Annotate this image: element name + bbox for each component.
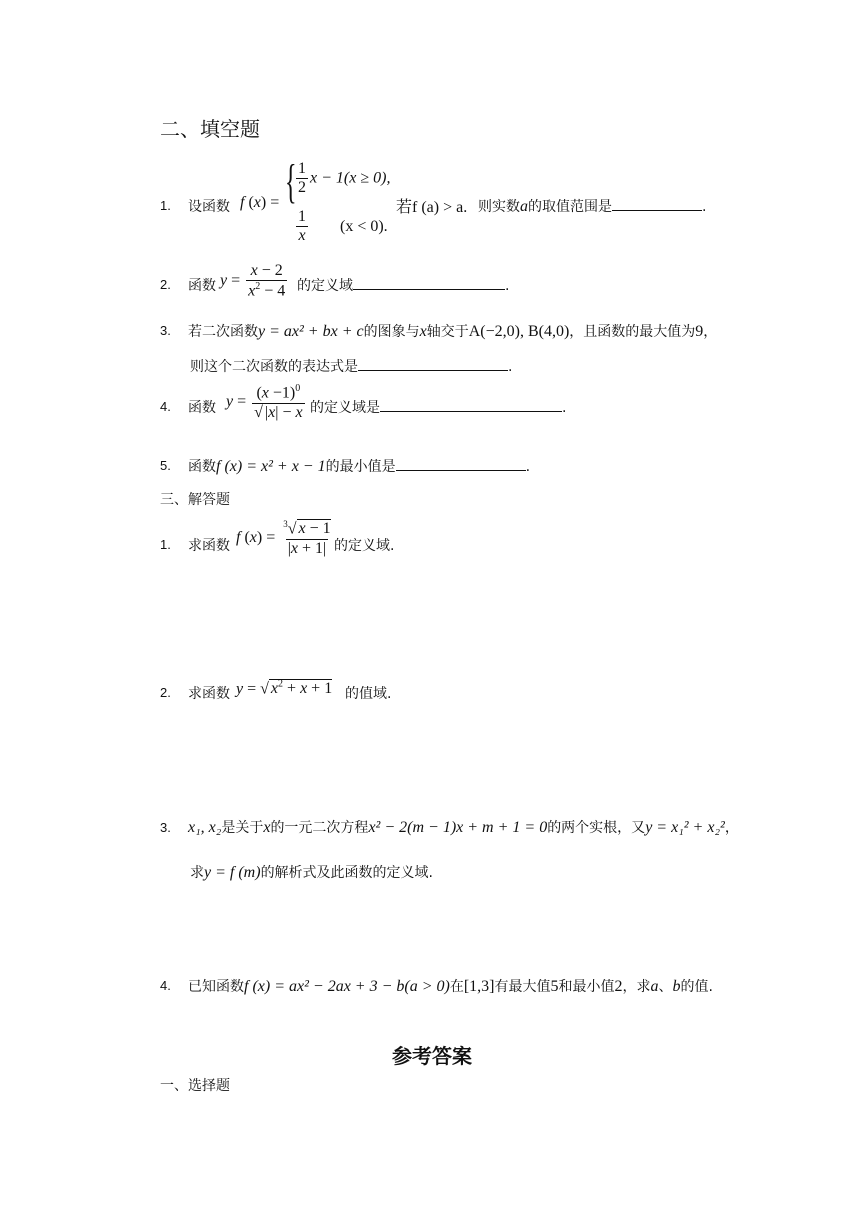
- question-number: 3.: [160, 323, 171, 338]
- math-expr: y = $\frac{x - 2}{x^2 - 4}$: [220, 262, 286, 300]
- question-number: 1.: [160, 537, 171, 552]
- math-expr: f (x) = $\frac{^3√ x - 1}{|x + 1|}$: [236, 519, 331, 557]
- question-number: 5.: [160, 458, 171, 473]
- question-line2: 则这个二次函数的表达式是 .: [190, 356, 512, 376]
- question-text: 若二次函数y = ax² + bx + c的图象与x轴交于A(−2,0), B(4,0)，且函数的最大值为9，: [188, 323, 718, 340]
- question-tail: 的值域.: [345, 686, 392, 702]
- question-lead: 求函数: [188, 686, 230, 702]
- section-title-solve: 三、解答题: [160, 492, 230, 508]
- question-number: 4.: [160, 978, 171, 993]
- question-lead: 函数: [188, 278, 216, 294]
- section-title-fill: 二、填空题: [160, 117, 260, 141]
- question-tail: 的定义域 .: [297, 275, 509, 295]
- question-number: 2.: [160, 277, 171, 292]
- question-number: 3.: [160, 820, 171, 835]
- question-line2: 求y = f (m)的解析式及此函数的定义域.: [190, 864, 434, 881]
- math-expr: y = $\frac{(x -1)^0}{√ |x| - x}$: [226, 383, 303, 421]
- brace-icon: {: [285, 155, 297, 208]
- question-lead: 设函数: [188, 199, 230, 215]
- question-number: 1.: [160, 198, 171, 213]
- question-tail: 则实数a的取值范围是 .: [478, 198, 707, 215]
- question-number: 2.: [160, 685, 171, 700]
- question-text: x₁, x₂是关于x的一元二次方程x² − 2(m − 1)x + m + 1 = 0的两个实根，又y = x₁² + x₂²，: [188, 819, 739, 836]
- math-expr: y = √ $x^2 + x + 1$: [236, 679, 333, 698]
- question-lead: 函数: [188, 400, 216, 416]
- piece-one: $\frac{1}{2}$ x − 1(x ≥ 0),: [298, 160, 391, 197]
- question-tail: 的定义域.: [334, 538, 395, 554]
- condition: 若f (a) > a.: [396, 199, 468, 216]
- answers-section-choice: 一、选择题: [160, 1078, 230, 1094]
- question-tail: 的定义域是 .: [310, 397, 566, 417]
- question-text: 已知函数f (x) = ax² − 2ax + 3 − b(a > 0)在[1,3]有最大值5和最小值2，求a、b的值.: [188, 978, 713, 995]
- question-text: 函数f (x) = x² + x − 1的最小值是 .: [188, 458, 531, 475]
- answers-title: 参考答案: [392, 1044, 472, 1068]
- question-lead: 求函数: [188, 538, 230, 554]
- piece-two: $\frac{1}{x}$ (x < 0).: [298, 208, 388, 245]
- math-fx: f (x) =: [240, 194, 280, 211]
- question-number: 4.: [160, 399, 171, 414]
